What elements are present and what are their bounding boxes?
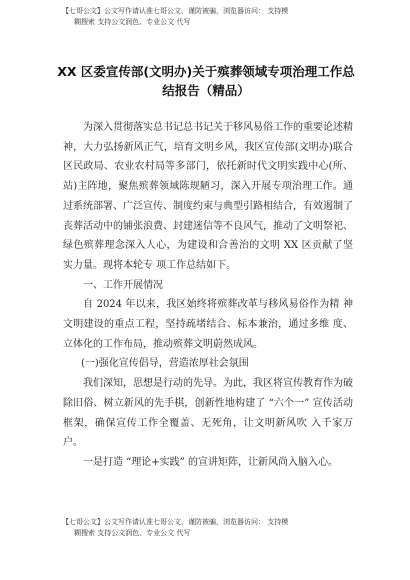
- document-title: XX 区委宣传部(文明办)关于殡葬领域专项治理工作总结报告（精品）: [57, 64, 355, 98]
- subsection-heading: (一)强化宣传倡导，营造浓厚社会氛围: [81, 358, 249, 370]
- footer-line-2: 糊搜索 支持公文润色、专业公文 代写: [74, 529, 191, 537]
- page-header: [62, 6, 362, 28]
- subsection-point: 一是打造 “理论+实践” 的宣讲矩阵，让新风尚入脑入心。: [83, 456, 338, 468]
- document-body: [63, 118, 353, 473]
- subsection-paragraph: 我们深知，思想是行动的先导。为此，我区将宣传教育作为破除旧俗、树立新风的先手棋，创新性地构建了 “六个一” 宣传活动框架，确保宣传工作全覆盖、无死角，让文明新风吹 入千家万户。: [63, 378, 353, 449]
- header-line-2: 糊搜索 支持公文润色、专业公文 代写: [74, 18, 191, 26]
- intro-paragraph: 为深入贯彻落实总书记总书记关于移风易俗工作的重要论述精神，大力弘扬新风正气，培育文明乡风，我区宣传部(文明办)联合区民政局、农业农村局等多部门，依托新时代文明实践中心(所、站)主阵地，聚焦殡葬领域陈规陋习，深入开展专项治理工作。通过系统部署、广泛宣传、制度约束与典型引路相结合，有效遏制了丧葬活动中的铺张浪费、封建迷信等不良风气，推动了文明祭祀、绿色殡葬理念深入人心，为建设和合善治的文明 XX 区贡献了坚实力量。现将本轮专 项工作总结如下。: [63, 122, 353, 271]
- section-heading: 一、工作开展情况: [83, 279, 163, 291]
- header-line-1: 【七哥公文】公文写作请认准七哥公文，谨防被骗，浏览器访问： 支持模: [62, 7, 289, 15]
- section-paragraph: 自 2024 年以来，我区始终将殡葬改革与移风易俗作为精 神文明建设的重点工程，坚持疏堵结合、标本兼治，通过多维 度、立体化的工作布局，推动殡葬文明蔚然成风。: [63, 299, 353, 350]
- footer-line-1: 【七哥公文】公文写作请认准七哥公文，谨防被骗，浏览器访问： 支持模: [62, 518, 289, 526]
- page-footer: [62, 517, 362, 539]
